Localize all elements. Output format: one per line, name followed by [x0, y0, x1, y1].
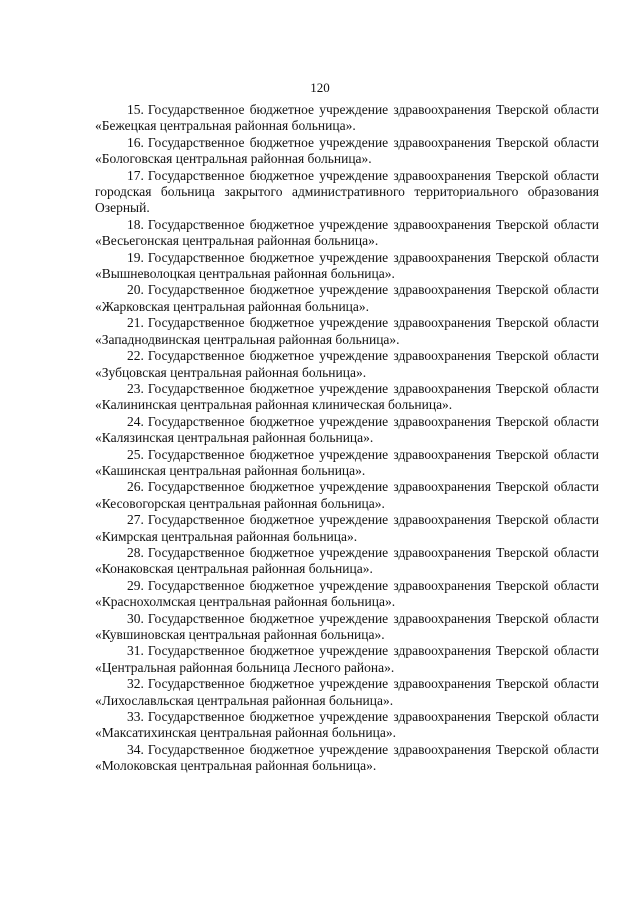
item-text: Государственное бюджетное учреждение здравоохранения Тверской области «Весьегонская центральная районная больница».: [95, 216, 599, 249]
list-item: [95, 742, 599, 775]
item-text: Государственное бюджетное учреждение здравоохранения Тверской области «Жарковская центральная районная больница».: [95, 282, 599, 314]
item-number: 24.: [127, 413, 144, 429]
list-item: [95, 217, 599, 250]
list-item: [95, 643, 599, 676]
item-number: 32.: [127, 676, 144, 692]
item-text: Государственное бюджетное учреждение здравоохранения Тверской области «Лихославльская центральная районная больница».: [95, 676, 599, 708]
item-number: 20.: [127, 282, 144, 298]
item-text: Государственное бюджетное учреждение здравоохранения Тверской области городская больница закрытого административного территориального образования Озерный.: [95, 167, 599, 216]
item-text: Государственное бюджетное учреждение здравоохранения Тверской области «Максатихинская центральная районная больница».: [95, 709, 599, 741]
item-text: Государственное бюджетное учреждение здравоохранения Тверской области «Западнодвинская центральная районная больница».: [95, 315, 599, 347]
item-text: Государственное бюджетное учреждение здравоохранения Тверской области «Кимрская центральная районная больница».: [95, 512, 599, 544]
item-number: 15.: [127, 102, 144, 117]
item-text: Государственное бюджетное учреждение здравоохранения Тверской области «Калининская центральная районная клиническая больница».: [95, 380, 599, 413]
list-item: [95, 512, 599, 545]
list-item: [95, 381, 599, 414]
item-number: 23.: [127, 380, 144, 396]
item-text: Государственное бюджетное учреждение здравоохранения Тверской области «Молоковская центральная районная больница».: [95, 741, 599, 774]
list-item: [95, 250, 599, 283]
list-item: [95, 348, 599, 381]
item-text: Государственное бюджетное учреждение здравоохранения Тверской области «Центральная районная больница Лесного района».: [95, 643, 599, 675]
item-number: 19.: [127, 249, 144, 265]
item-text: Государственное бюджетное учреждение здравоохранения Тверской области «Вышневолоцкая центральная районная больница».: [95, 249, 599, 282]
list-item: [95, 447, 599, 480]
item-number: 31.: [127, 643, 144, 659]
list-item: [95, 611, 599, 644]
list-item: [95, 168, 599, 217]
item-number: 21.: [127, 315, 144, 331]
item-text: Государственное бюджетное учреждение здравоохранения Тверской области «Кувшиновская центральная районная больница».: [95, 610, 599, 642]
list-item: [95, 578, 599, 611]
item-number: 34.: [127, 741, 144, 757]
item-number: 22.: [127, 348, 144, 364]
item-text: Государственное бюджетное учреждение здравоохранения Тверской области «Бежецкая центральная районная больница».: [95, 102, 599, 134]
item-number: 30.: [127, 610, 144, 626]
item-number: 28.: [127, 544, 144, 560]
list-item: [95, 282, 599, 315]
list-item: [95, 676, 599, 709]
document-body: [95, 102, 599, 775]
list-item: [95, 414, 599, 447]
item-text: Государственное бюджетное учреждение здравоохранения Тверской области «Кесовогорская центральная районная больница».: [95, 479, 599, 511]
item-number: 16.: [127, 134, 144, 150]
page-number: 120: [310, 80, 330, 95]
item-number: 25.: [127, 446, 144, 462]
list-item: [95, 315, 599, 348]
item-number: 18.: [127, 216, 144, 232]
item-number: 29.: [127, 577, 144, 593]
list-item: [95, 545, 599, 578]
item-text: Государственное бюджетное учреждение здравоохранения Тверской области «Кашинская центральная районная больница».: [95, 446, 599, 478]
item-text: Государственное бюджетное учреждение здравоохранения Тверской области «Краснохолмская центральная районная больница».: [95, 577, 599, 610]
item-text: Государственное бюджетное учреждение здравоохранения Тверской области «Калязинская центральная районная больница».: [95, 413, 599, 446]
list-item: [95, 102, 599, 135]
item-number: 26.: [127, 479, 144, 495]
item-number: 17.: [127, 167, 144, 183]
list-item: [95, 709, 599, 742]
item-text: Государственное бюджетное учреждение здравоохранения Тверской области «Конаковская центральная районная больница».: [95, 544, 599, 577]
list-item: [95, 479, 599, 512]
item-text: Государственное бюджетное учреждение здравоохранения Тверской области «Зубцовская центральная районная больница».: [95, 348, 599, 380]
item-text: Государственное бюджетное учреждение здравоохранения Тверской области «Бологовская центральная районная больница».: [95, 134, 599, 167]
item-number: 27.: [127, 512, 144, 528]
item-number: 33.: [127, 709, 144, 725]
list-item: [95, 135, 599, 168]
